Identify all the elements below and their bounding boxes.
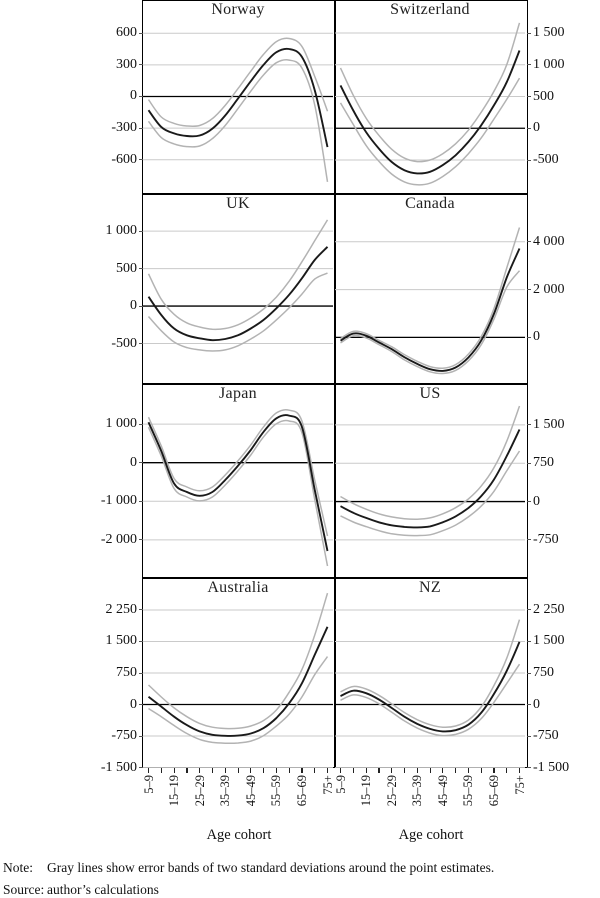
- x-tick-label-text: 5–9: [333, 775, 348, 794]
- y-tick: [527, 160, 531, 161]
- panel-title: US: [419, 385, 441, 402]
- y-tick: [527, 641, 531, 642]
- y-tick-label: -600: [111, 151, 137, 167]
- x-tick: [468, 768, 469, 773]
- x-tick: [481, 768, 482, 773]
- y-tick: [527, 501, 531, 502]
- x-tick-label: [360, 775, 372, 823]
- panel-title: Japan: [219, 385, 257, 402]
- x-tick-label-text: 55–59: [269, 775, 284, 807]
- y-tick: [139, 462, 143, 463]
- source-text: author’s calculations: [47, 881, 159, 897]
- y-tick: [139, 231, 143, 232]
- note-line: [3, 857, 494, 879]
- error-band-line: [149, 420, 328, 566]
- x-tick: [250, 768, 251, 773]
- y-tick: [527, 241, 531, 242]
- panel-title: Australia: [207, 579, 269, 596]
- panel-title: Norway: [211, 1, 265, 18]
- chart-panel-nz: [335, 578, 525, 768]
- y-tick-label: -500: [533, 152, 559, 168]
- x-tick-label-text: 15–19: [359, 775, 374, 807]
- y-tick: [139, 704, 143, 705]
- y-tick-label: 500: [533, 88, 554, 104]
- y-tick: [139, 767, 143, 768]
- x-axis-label-right: Age cohort: [398, 827, 464, 843]
- y-tick-label: 0: [533, 329, 540, 345]
- y-tick-label: 500: [116, 260, 137, 276]
- point-estimate-line: [341, 51, 520, 174]
- y-tick: [139, 609, 143, 610]
- x-tick-label: [270, 775, 282, 823]
- x-tick-label-text: 35–39: [410, 775, 425, 807]
- x-tick-label: [437, 775, 449, 823]
- y-tick-label: 0: [533, 120, 540, 136]
- x-tick-label-text: 35–39: [218, 775, 233, 807]
- x-tick: [263, 768, 264, 773]
- x-tick-label: [514, 775, 526, 823]
- x-tick: [148, 768, 149, 773]
- error-band-line: [149, 593, 328, 729]
- x-tick-label-text: 25–29: [192, 775, 207, 807]
- x-axis-label-left: Age cohort: [206, 827, 272, 843]
- y-tick-label: 1 500: [533, 633, 565, 649]
- chart-panel-us: [335, 384, 525, 578]
- x-tick: [212, 768, 213, 773]
- y-tick-label: -1 500: [533, 759, 570, 775]
- y-tick: [139, 306, 143, 307]
- x-tick-label: [219, 775, 231, 823]
- x-tick-label: [322, 775, 334, 823]
- x-tick: [161, 768, 162, 773]
- y-tick: [139, 539, 143, 540]
- y-tick: [139, 673, 143, 674]
- y-tick: [139, 128, 143, 129]
- error-band-line: [149, 220, 328, 329]
- x-tick: [199, 768, 200, 773]
- y-tick-label: 0: [533, 493, 540, 509]
- y-tick-label: -300: [111, 120, 137, 136]
- panel-title: NZ: [419, 579, 441, 596]
- point-estimate-line: [341, 249, 520, 371]
- x-tick-label-text: 25–29: [384, 775, 399, 807]
- x-tick-label: [168, 775, 180, 823]
- y-tick: [139, 33, 143, 34]
- x-tick: [417, 768, 418, 773]
- y-tick-label: 1 000: [105, 416, 137, 432]
- y-tick-label: 2 250: [105, 601, 137, 617]
- x-tick-label: [335, 775, 347, 823]
- chart-canvas: [143, 194, 333, 384]
- x-tick: [404, 768, 405, 773]
- y-tick-label: -1 500: [100, 759, 137, 775]
- chart-panel-norway: [143, 0, 333, 194]
- x-tick: [391, 768, 392, 773]
- y-tick-label: 750: [533, 665, 554, 680]
- source-label: Source:: [3, 881, 45, 897]
- point-estimate-line: [149, 415, 328, 551]
- x-tick: [430, 768, 431, 773]
- y-tick-label: 1 500: [533, 416, 565, 432]
- chart-canvas: [335, 194, 525, 384]
- error-band-line: [341, 271, 520, 374]
- x-tick: [366, 768, 367, 773]
- y-tick: [527, 289, 531, 290]
- x-tick-label: [194, 775, 206, 823]
- y-tick-label: -750: [533, 728, 559, 744]
- chart-panel-canada: [335, 194, 525, 384]
- x-tick: [353, 768, 354, 773]
- y-tick: [527, 673, 531, 674]
- figure-notes: [3, 857, 494, 898]
- chart-panel-japan: [143, 384, 333, 578]
- y-tick: [527, 767, 531, 768]
- x-tick-label-text: 45–49: [243, 775, 258, 807]
- y-tick-label: -1 000: [100, 493, 137, 509]
- y-tick-label: -750: [111, 728, 137, 744]
- x-tick-label-text: 55–59: [461, 775, 476, 807]
- chart-canvas: [143, 0, 333, 194]
- x-tick: [289, 768, 290, 773]
- y-tick: [139, 96, 143, 97]
- y-tick-label: -2 000: [100, 531, 137, 547]
- x-tick: [327, 768, 328, 773]
- y-tick-label: 600: [116, 25, 137, 41]
- x-tick-label: [245, 775, 257, 823]
- y-tick: [527, 128, 531, 129]
- y-tick: [139, 343, 143, 344]
- y-tick-label: -750: [533, 531, 559, 547]
- x-tick-label-text: 45–49: [435, 775, 450, 807]
- x-tick: [174, 768, 175, 773]
- y-tick-label: 1 500: [105, 633, 137, 649]
- x-tick: [238, 768, 239, 773]
- x-tick: [314, 768, 315, 773]
- y-tick-label: 750: [533, 455, 554, 471]
- x-tick-label-text: 75+: [512, 775, 527, 795]
- y-tick-label: 1 000: [105, 223, 137, 239]
- x-tick: [493, 768, 494, 773]
- x-tick: [442, 768, 443, 773]
- y-tick: [527, 64, 531, 65]
- chart-canvas: [143, 384, 333, 578]
- y-tick: [527, 424, 531, 425]
- error-band-line: [149, 38, 328, 126]
- y-tick: [527, 33, 531, 34]
- y-tick: [139, 64, 143, 65]
- y-tick: [527, 736, 531, 737]
- y-tick-label: 0: [130, 298, 137, 314]
- point-estimate-line: [149, 49, 328, 147]
- x-tick-label-text: 65–69: [294, 775, 309, 807]
- panel-title: UK: [226, 195, 250, 212]
- panel-title: Switzerland: [390, 1, 470, 18]
- x-tick-label: [386, 775, 398, 823]
- x-tick: [506, 768, 507, 773]
- y-tick-label: 750: [116, 665, 137, 680]
- y-tick: [527, 539, 531, 540]
- y-tick: [139, 641, 143, 642]
- x-tick-label: [488, 775, 500, 823]
- note-text: Gray lines show error bands of two standard deviations around the point estimates.: [47, 860, 495, 875]
- y-tick: [527, 609, 531, 610]
- y-tick: [139, 501, 143, 502]
- x-tick: [340, 768, 341, 773]
- x-tick: [276, 768, 277, 773]
- y-tick-label: 0: [130, 696, 137, 712]
- y-tick-label: -500: [111, 335, 137, 351]
- error-band-line: [341, 23, 520, 162]
- error-band-line: [341, 228, 520, 369]
- x-tick-label: [143, 775, 155, 823]
- y-tick: [139, 736, 143, 737]
- y-tick-label: 2 000: [533, 281, 565, 297]
- y-tick-label: 4 000: [533, 233, 565, 249]
- chart-canvas: [335, 578, 525, 768]
- error-band-line: [149, 657, 328, 744]
- y-tick-label: 0: [130, 454, 137, 470]
- chart-canvas: [143, 578, 333, 768]
- y-tick-label: 1 500: [533, 25, 565, 41]
- y-tick-label: 300: [116, 56, 137, 72]
- x-tick: [519, 768, 520, 773]
- y-tick-label: 2 250: [533, 601, 565, 617]
- source-line: [3, 879, 494, 898]
- y-tick: [139, 159, 143, 160]
- y-tick: [527, 96, 531, 97]
- chart-panel-switzerland: [335, 0, 525, 194]
- x-tick-label-text: 75+: [320, 775, 335, 795]
- x-tick-label: [296, 775, 308, 823]
- chart-panel-australia: [143, 578, 333, 768]
- y-tick: [527, 337, 531, 338]
- y-tick: [139, 424, 143, 425]
- panel-title: Canada: [405, 195, 455, 212]
- error-band-line: [149, 60, 328, 182]
- chart-canvas: [335, 0, 525, 194]
- x-tick: [378, 768, 379, 773]
- point-estimate-line: [149, 247, 328, 340]
- error-band-line: [149, 273, 328, 351]
- note-label: Note:: [3, 860, 33, 875]
- y-tick: [139, 268, 143, 269]
- point-estimate-line: [149, 627, 328, 736]
- x-tick: [225, 768, 226, 773]
- x-tick-label-text: 5–9: [141, 775, 156, 794]
- y-tick-label: 1 000: [533, 56, 565, 72]
- chart-canvas: [335, 384, 525, 578]
- x-tick-label-text: 15–19: [167, 775, 182, 807]
- x-tick-label: [411, 775, 423, 823]
- x-tick: [301, 768, 302, 773]
- y-tick: [527, 463, 531, 464]
- x-tick-label-text: 65–69: [486, 775, 501, 807]
- x-tick-label: [462, 775, 474, 823]
- x-tick: [455, 768, 456, 773]
- x-tick: [186, 768, 187, 773]
- y-tick-label: 0: [533, 696, 540, 712]
- point-estimate-line: [341, 430, 520, 528]
- y-tick-label: 0: [130, 88, 137, 104]
- y-tick: [527, 704, 531, 705]
- chart-panel-uk: [143, 194, 333, 384]
- error-band-line: [341, 406, 520, 519]
